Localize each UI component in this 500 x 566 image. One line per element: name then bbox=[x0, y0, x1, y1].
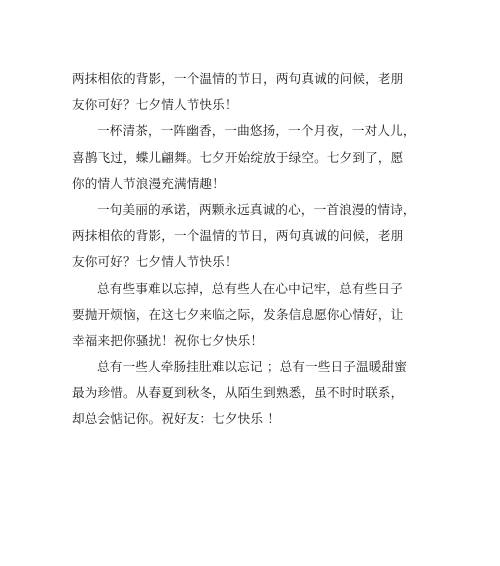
paragraph-1 bbox=[72, 66, 404, 118]
text-line: 却总会惦记你。祝好友：七夕快乐 ！ bbox=[72, 411, 281, 427]
paragraph-3 bbox=[72, 197, 416, 276]
text-line: 一句美丽的承诺，两颗永远真诚的心，一首浪漫的情诗， bbox=[97, 201, 416, 217]
text-line: 友你可好？七夕情人节快乐！ bbox=[72, 254, 238, 270]
text-line: 两抹相依的背影，一个温情的节日，两句真诚的问候，老朋 bbox=[72, 71, 404, 86]
text-line: 总有一些人牵肠挂肚难以忘记 ；总有一些日子温暖甜蜜 bbox=[97, 359, 408, 375]
text-line: 要抛开烦恼，在这七夕来临之际，发条信息愿你心情好，让 bbox=[72, 306, 404, 322]
document-body bbox=[72, 66, 416, 433]
text-line: 最为珍惜。从春夏到秋冬，从陌生到熟悉，虽不时时联系， bbox=[72, 385, 404, 401]
text-line: 两抹相依的背影，一个温情的节日，两句真诚的问候，老朋 bbox=[72, 228, 404, 244]
text-line: 一杯清茶，一阵幽香，一曲悠扬，一个月夜，一对人儿， bbox=[97, 123, 416, 139]
paragraph-5 bbox=[72, 354, 408, 433]
text-line: 你的情人节浪漫充满情趣！ bbox=[72, 175, 225, 191]
text-line: 友你可好？七夕情人节快乐！ bbox=[72, 97, 238, 113]
paragraph-4 bbox=[72, 276, 404, 355]
text-line: 喜鹊飞过，蝶儿翩舞。七夕开始绽放于绿空。七夕到了，愿 bbox=[72, 149, 404, 165]
paragraph-2 bbox=[72, 118, 416, 197]
text-line: 幸福来把你骚扰！祝你七夕快乐！ bbox=[72, 332, 264, 348]
text-line: 总有些事难以忘掉，总有些人在心中记牢，总有些日子 bbox=[97, 280, 403, 296]
